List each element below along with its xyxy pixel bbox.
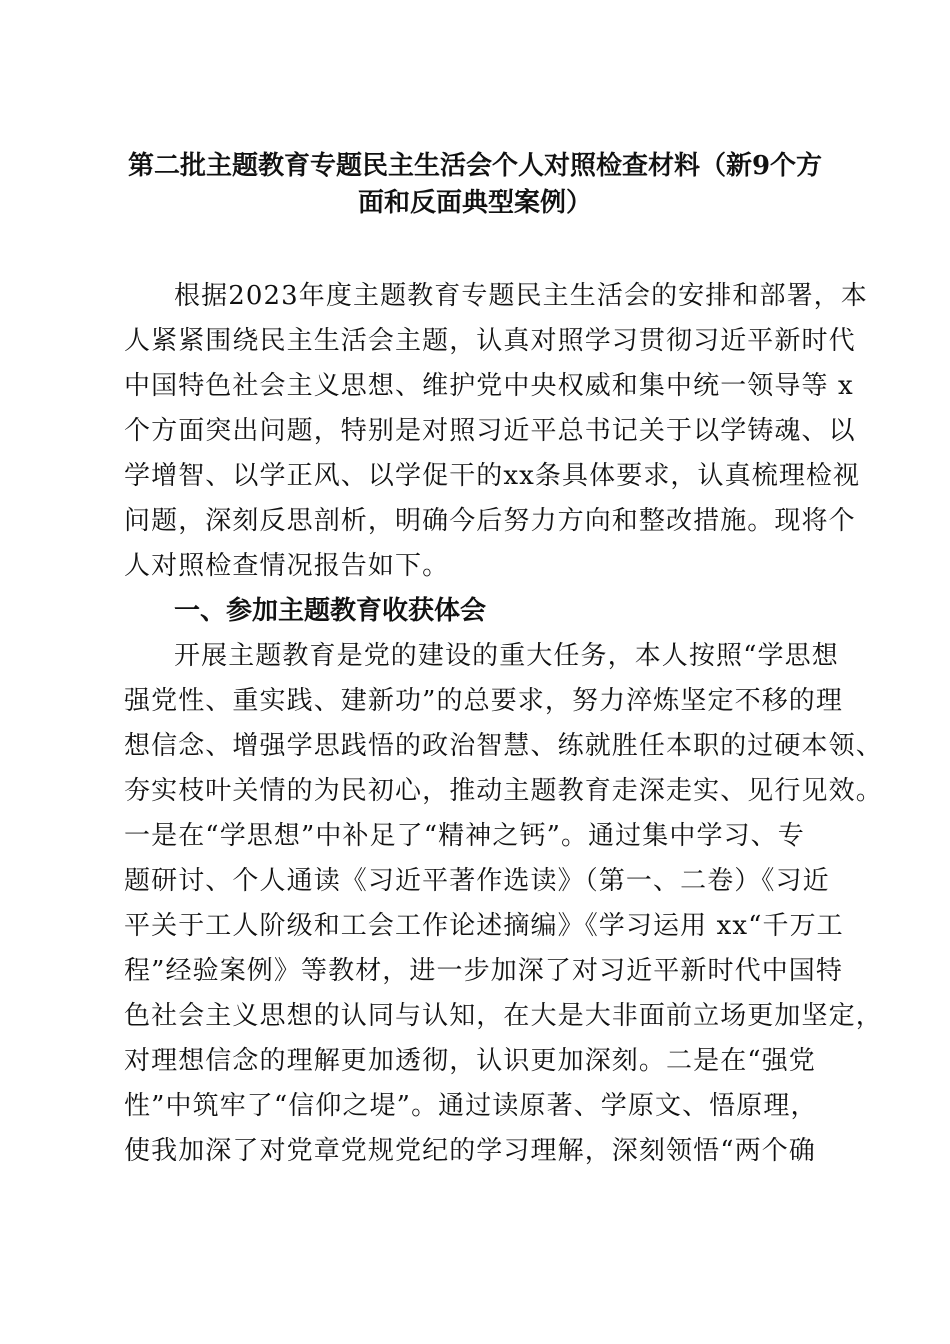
paragraph-1-line: 问题，深刻反思剖析，明确今后努力方向和整改措施。现将个 [124,506,856,536]
paragraph-1-line: 中国特色社会主义思想、维护党中央权威和集中统一领导等 x [124,371,854,401]
paragraph-2-line: 性”中筑牢了“信仰之堤”。通过读原著、学原文、悟原理， [124,1091,818,1121]
paragraph-2-line: 平关于工人阶级和工会工作论述摘编》《学习运用 xx“千万工 [124,911,844,941]
paragraph-2-line: 强党性、重实践、建新功”的总要求，努力淬炼坚定不移的理 [124,686,843,716]
document-title-line-1: 第二批主题教育专题民主生活会个人对照检查材料（新9个方 [127,151,823,181]
paragraph-1-line: 学增智、以学正风、以学促干的xx条具体要求，认真梳理检视 [124,461,861,491]
paragraph-2-line: 使我加深了对党章党规党纪的学习理解，深刻领悟“两个确 [124,1136,816,1166]
paragraph-2-line: 对理想信念的理解更加透彻，认识更加深刻。二是在“强党 [124,1046,816,1076]
paragraph-2-line: 一是在“学思想”中补足了“精神之钙”。通过集中学习、专 [124,821,805,851]
paragraph-1-line: 人对照检查情况报告如下。 [124,551,450,581]
paragraph-2-line: 色社会主义思想的认同与认知，在大是大非面前立场更加坚定， [124,1001,883,1031]
paragraph-2-line: 想信念、增强学思践悟的政治智慧、练就胜任本职的过硬本领、 [124,731,883,761]
section-heading-1: 一、参加主题教育收获体会 [174,596,487,626]
paragraph-2-line: 题研讨、个人通读《习近平著作选读》（第一、二卷）《习近 [124,866,830,896]
document-title-line-2: 面和反面典型案例） [357,188,592,218]
paragraph-1-line: 人紧紧围绕民主生活会主题，认真对照学习贯彻习近平新时代 [124,326,856,356]
paragraph-2-line: 程”经验案例》等教材，进一步加深了对习近平新时代中国特 [124,956,843,986]
paragraph-1-line: 根据2023年度主题教育专题民主生活会的安排和部署，本 [174,281,868,311]
paragraph-1-line: 个方面突出问题，特别是对照习近平总书记关于以学铸魂、以 [124,416,856,446]
paragraph-2-line: 夯实枝叶关情的为民初心，推动主题教育走深走实、见行见效。 [124,776,883,806]
paragraph-2-line: 开展主题教育是党的建设的重大任务，本人按照“学思想 [174,641,839,671]
